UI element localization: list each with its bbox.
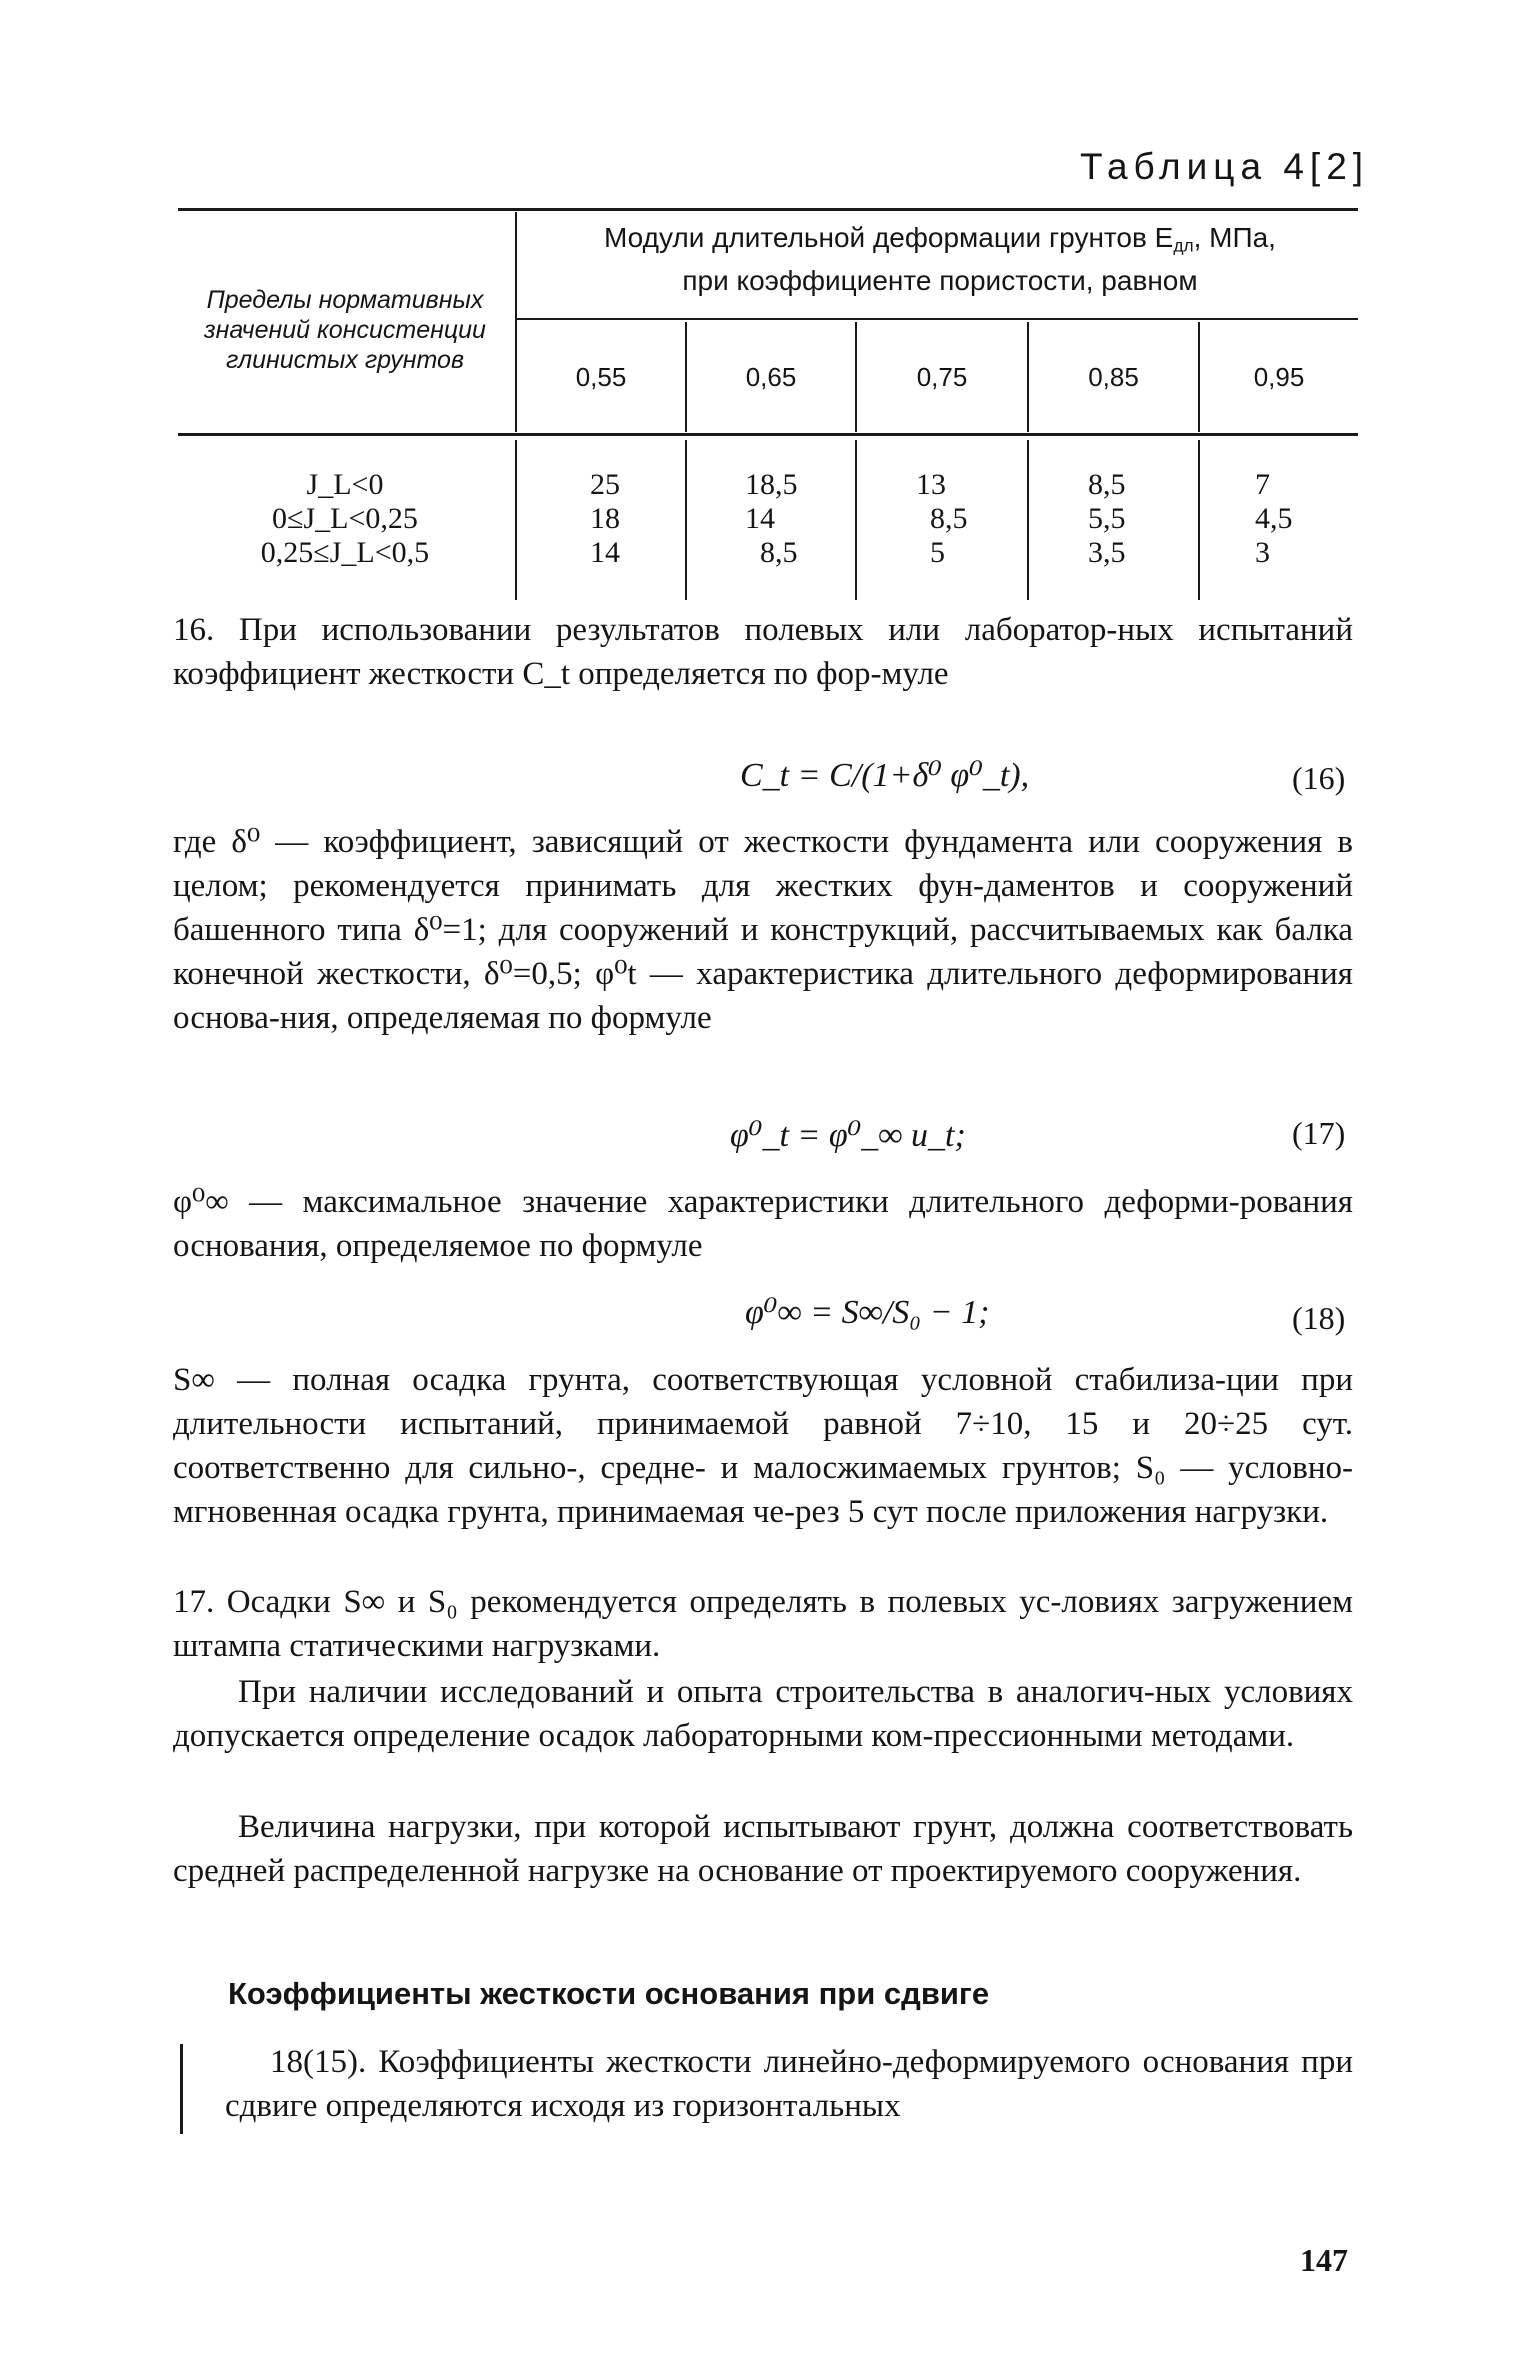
table-row-label: 0,25≤J_L<0,5: [260, 536, 430, 569]
paragraph-16: 16. При использовании результатов полевых или лаборатор-ных испытаний коэффициент жесткости C_t определяется по фор-муле: [173, 612, 1353, 692]
column-header-cell: 0,95: [1253, 362, 1305, 392]
equation-number-18: (18): [1292, 1300, 1346, 1336]
table-vertical-rule: [515, 440, 517, 600]
table-cell: 5,5: [1088, 502, 1126, 535]
equation-number-17: (17): [1292, 1115, 1346, 1151]
section-title: Коэффициенты жесткости основания при сдвиге: [228, 1976, 990, 2011]
table-cell: 8,5: [760, 536, 798, 569]
paragraph-where-delta: где δ⁰ — коэффициент, зависящий от жесткости фундамента или сооружения в целом; рекомендуется принимать для жестких фун-даментов и сооружений башенного типа δ⁰=1; для сооружений и конструкций, рассчитываемых как балка конечной жесткости, δ⁰=0,5; φ⁰t — характеристика длительного деформирования основа-ния, определяемая по формуле: [173, 824, 1353, 1036]
table-vertical-rule: [1027, 440, 1029, 600]
paragraph-17-load: Величина нагрузки, при которой испытывают грунт, должна соответствовать средней распределенной нагрузке на основание от проектируемого сооружения.: [173, 1809, 1353, 1889]
margin-change-bar: [180, 2044, 183, 2134]
table-cell: 7: [1255, 468, 1270, 501]
equation-number-16: (16): [1292, 760, 1346, 796]
table-row-label: 0≤J_L<0,25: [272, 502, 418, 535]
formula-17: φ⁰_t = φ⁰_∞ u_t;: [730, 1117, 966, 1154]
table-header-bottom-rule: [178, 433, 1358, 436]
page-number: 147: [1300, 2242, 1348, 2278]
table-vertical-rule: [515, 212, 517, 432]
column-group-header: [520, 220, 1360, 299]
table-caption: Таблица 4[2]: [1080, 146, 1370, 187]
column-header-subscript: дл: [1173, 235, 1194, 256]
table-cell: 13: [916, 468, 946, 501]
table-vertical-rule: [855, 440, 857, 600]
table-cell: 8,5: [1088, 468, 1126, 501]
table-cell: 14: [590, 536, 620, 569]
table-vertical-rule: [1198, 440, 1200, 600]
formula-18: φ⁰∞ = S∞/S₀ − 1;: [745, 1294, 990, 1331]
column-header-rule: [516, 318, 1358, 320]
paragraph-where-s-inf: S∞ — полная осадка грунта, соответствующая условной стабилиза-ции при длительности испытаний, принимаемой равной 7÷10, 15 и 20÷25 сут. соответственно для сильно-, средне- и малосжимаемых грунтов; S₀ — условно-мгновенная осадка грунта, принимаемая че-рез 5 сут после приложения нагрузки.: [173, 1362, 1353, 1530]
paragraph-18: 18(15). Коэффициенты жесткости линейно-деформируемого основания при сдвиге определяются исходя из горизонтальных: [225, 2044, 1353, 2124]
table-cell: 18,5: [745, 468, 798, 501]
table-row-label: J_L<0: [306, 468, 384, 501]
table-cell: 4,5: [1255, 502, 1293, 535]
table-cell: 25: [590, 468, 620, 501]
table-cell: 8,5: [930, 502, 968, 535]
column-header-cell: 0,75: [916, 362, 968, 392]
column-header-text: Модули длительной деформации грунтов E: [604, 222, 1174, 253]
column-header-cell: 0,85: [1088, 362, 1139, 392]
table-vertical-rule: [685, 440, 687, 600]
table-cell: 5: [930, 536, 945, 569]
formula-16: C_t = C/(1+δ⁰ φ⁰_t),: [740, 757, 1030, 794]
table-cell: 18: [590, 502, 620, 535]
row-header: Пределы нормативных значений консистенции глинистых грунтов: [204, 286, 486, 374]
column-header-text-line2: при коэффициенте пористости, равном: [682, 265, 1198, 297]
column-header-cell: 0,65: [745, 362, 797, 392]
paragraph-17-analog: При наличии исследований и опыта строительства в аналогич-ных условиях допускается определение осадок лабораторными ком-прессионными методами.: [173, 1674, 1353, 1754]
column-header-cell: 0,55: [575, 362, 627, 392]
paragraph-where-phi-inf: φ⁰∞ — максимальное значение характеристики длительного деформи-рования основания, определяемое по формуле: [173, 1184, 1353, 1264]
table-top-rule: [178, 208, 1358, 211]
table-cell: 3: [1255, 536, 1270, 569]
table-cell: 3,5: [1088, 536, 1126, 569]
paragraph-17: 17. Осадки S∞ и S₀ рекомендуется определять в полевых ус-ловиях загружением штампа статическими нагрузками.: [173, 1584, 1353, 1664]
table-cell: 14: [745, 502, 775, 535]
column-header-unit: , МПа,: [1193, 222, 1276, 253]
